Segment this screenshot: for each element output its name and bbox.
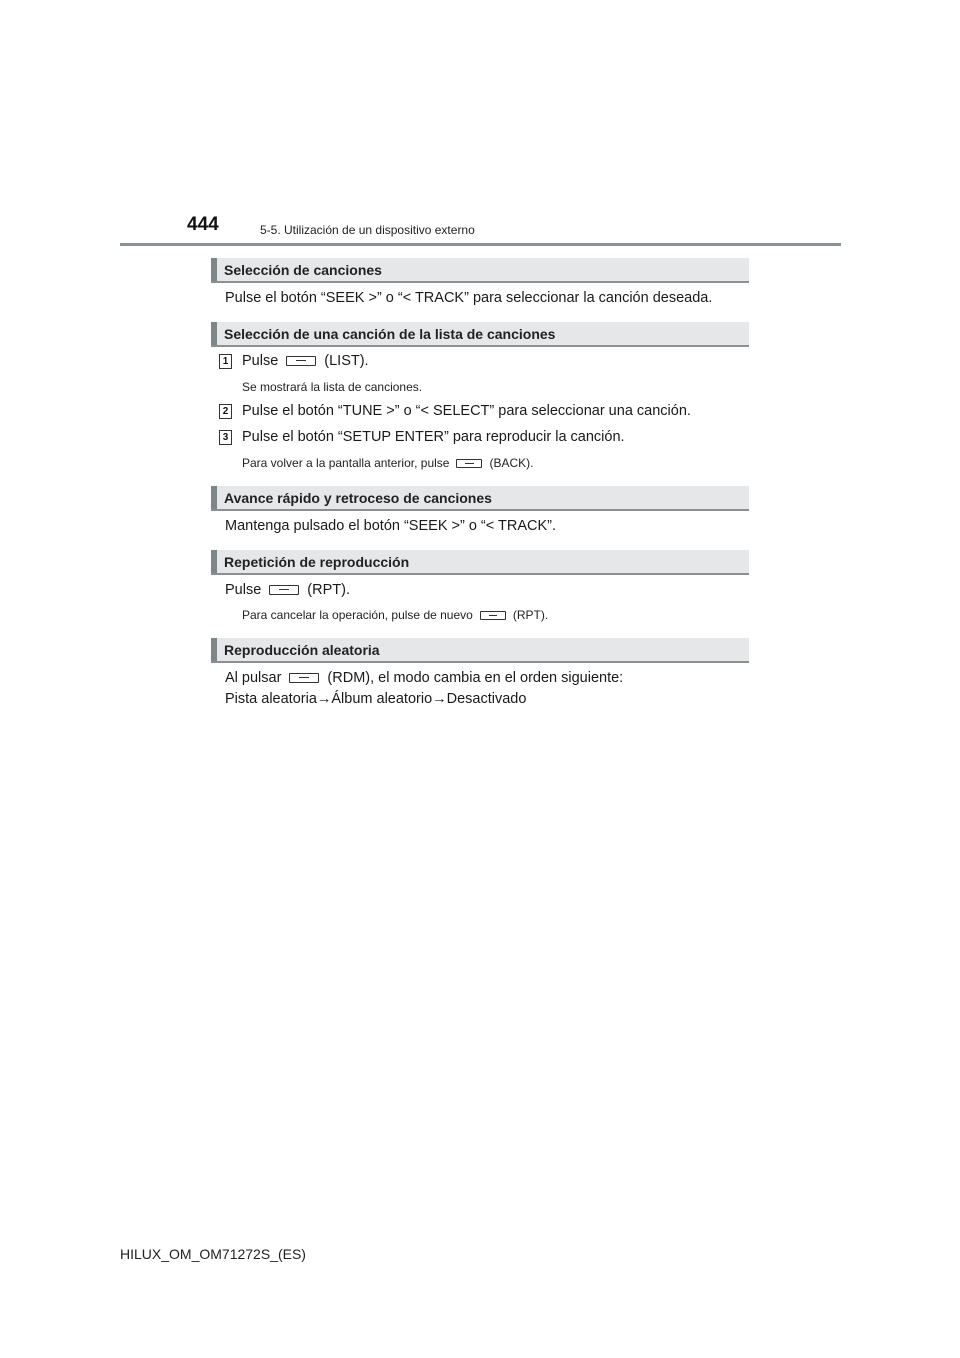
repeat-note: Para cancelar la operación, pulse de nuevo (RPT). <box>242 608 549 622</box>
sequence-item: Álbum aleatorio <box>331 691 433 707</box>
heading-random <box>211 638 749 663</box>
arrow-icon: → <box>316 691 332 707</box>
heading-list-selection <box>211 322 749 347</box>
heading-song-selection <box>211 258 749 283</box>
step-2-text: Pulse el botón “TUNE >” o “< SELECT” para seleccionar una canción. <box>242 403 691 419</box>
step-1-text: Pulse (LIST). <box>242 353 369 369</box>
sequence-item: Pista aleatoria <box>225 691 317 707</box>
heading-fast-forward <box>211 486 749 511</box>
document-code: HILUX_OM_OM71272S_(ES) <box>120 1246 306 1262</box>
button-icon <box>286 356 316 366</box>
step-number-2: 2 <box>219 404 232 419</box>
step-3-text: Pulse el botón “SETUP ENTER” para reproducir la canción. <box>242 429 625 445</box>
random-text: Al pulsar (RDM), el modo cambia en el orden siguiente: <box>225 670 624 686</box>
song-selection-text: Pulse el botón “SEEK >” o “< TRACK” para seleccionar la canción deseada. <box>225 290 713 306</box>
step-1-note: Se mostrará la lista de canciones. <box>242 380 423 394</box>
header-rule <box>120 243 841 246</box>
heading-text: Avance rápido y retroceso de canciones <box>224 490 492 506</box>
arrow-icon: → <box>432 691 447 707</box>
heading-text: Reproducción aleatoria <box>224 642 380 658</box>
fast-forward-text: Mantenga pulsado el botón “SEEK >” o “< TRACK”. <box>225 518 556 534</box>
sequence-item: Desactivado <box>446 691 527 707</box>
button-icon <box>456 459 482 468</box>
step-number-3: 3 <box>219 430 232 445</box>
step-number-1: 1 <box>219 354 232 369</box>
random-sequence <box>225 691 526 707</box>
heading-text: Selección de canciones <box>224 262 382 278</box>
step-3-note: Para volver a la pantalla anterior, pulse (BACK). <box>242 456 534 470</box>
section-label: 5-5. Utilización de un dispositivo externo <box>260 223 475 237</box>
heading-repeat <box>211 550 749 575</box>
heading-text: Selección de una canción de la lista de canciones <box>224 326 556 342</box>
button-icon <box>289 673 319 683</box>
repeat-text: Pulse (RPT). <box>225 582 350 598</box>
page-number: 444 <box>187 214 219 235</box>
heading-text: Repetición de reproducción <box>224 554 410 570</box>
button-icon <box>480 611 506 620</box>
button-icon <box>269 585 299 595</box>
